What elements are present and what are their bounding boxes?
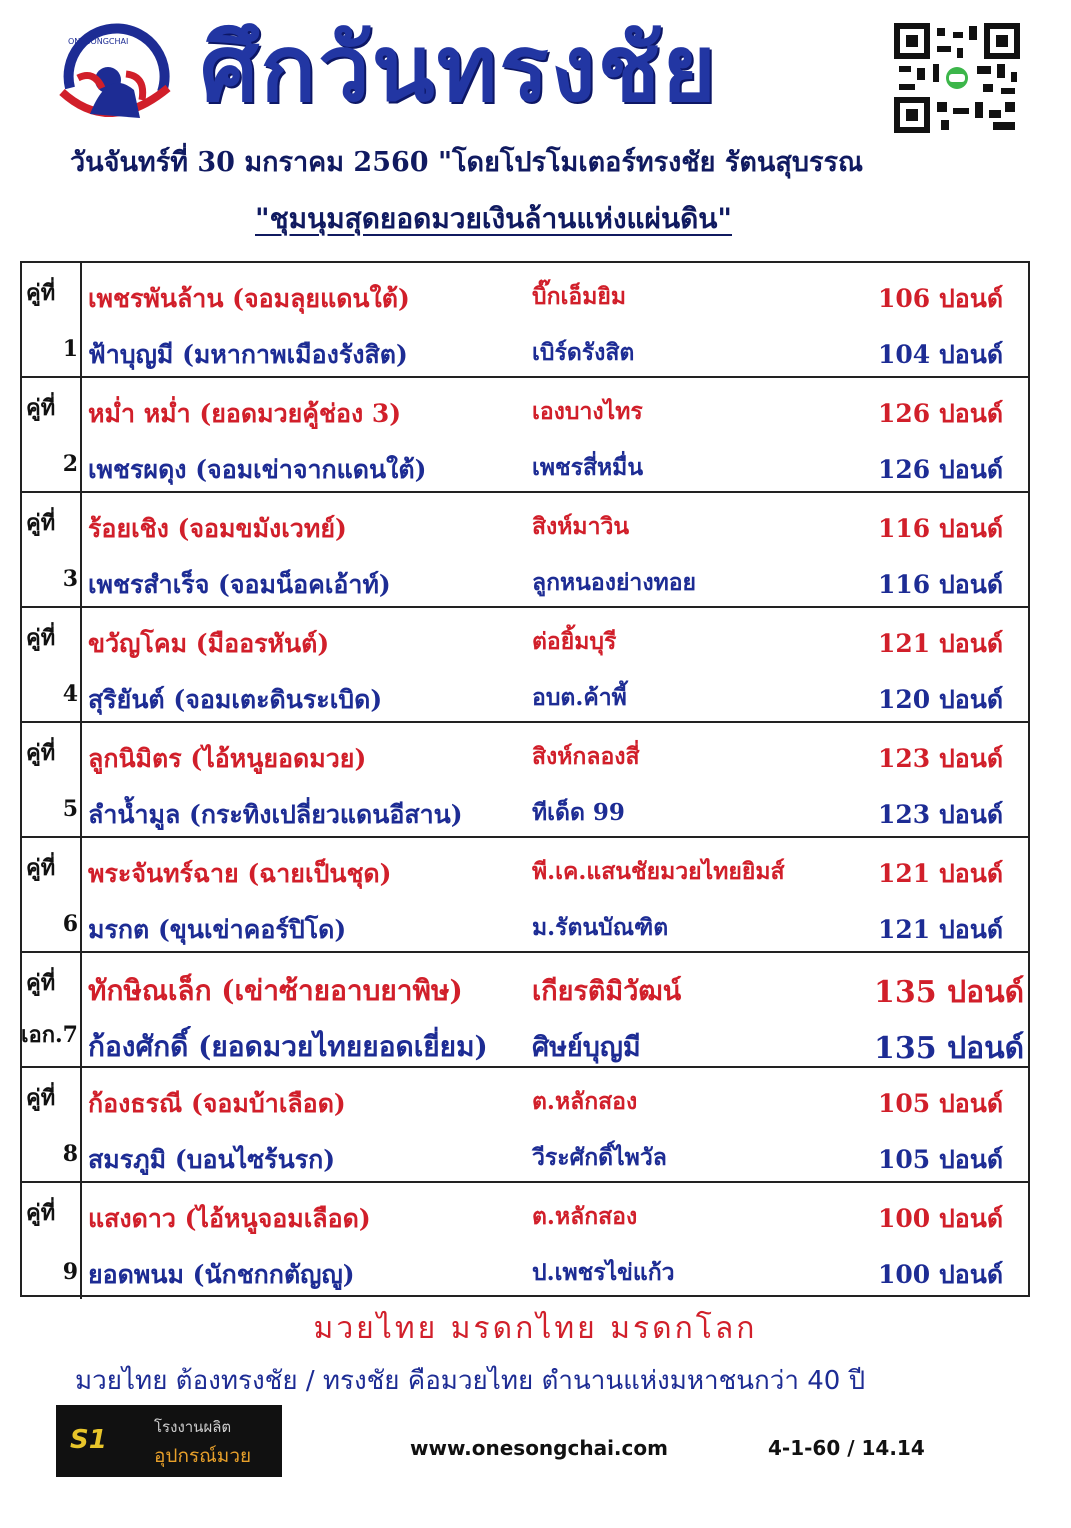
fighter-weight: 116 ปอนด์ — [878, 514, 1004, 543]
fighter-weight: 135 ปอนด์ — [874, 1031, 1025, 1066]
bout-label: คู่ที่ — [26, 280, 56, 306]
bout-number: 5 — [62, 796, 78, 822]
bout-number-cell — [22, 493, 82, 606]
fighter-weight: 126 ปอนด์ — [878, 399, 1004, 428]
bout-row-main-event — [22, 953, 1028, 1068]
fighter-name: ฟ้าบุญมี (มหากาพเมืองรังสิต) — [88, 340, 408, 369]
red-corner-row — [88, 729, 1023, 779]
bout-row — [22, 608, 1028, 723]
fighter-gym: บิ๊กเอ็มยิม — [532, 283, 626, 310]
sponsor-line-2: อุปกรณ์มวย — [154, 1445, 252, 1467]
bout-number-cell — [22, 378, 82, 491]
date-stamp: 4-1-60 / 14.14 — [768, 1436, 925, 1460]
sponsor-brand: S1 — [70, 1425, 107, 1455]
heritage-line: มวยไทย มรดกไทย มรดกโลก — [313, 1311, 758, 1346]
tagline: มวยไทย ต้องทรงชัย / ทรงชัย คือมวยไทย ตำนานแห่งมหาชนกว่า 40 ปี — [75, 1366, 866, 1396]
blue-corner-row — [88, 670, 1023, 720]
fighter-weight: 126 ปอนด์ — [878, 455, 1004, 484]
bout-number: 9 — [62, 1259, 78, 1285]
fighter-name: พระจันทร์ฉาย (ฉายเป็นชุด) — [88, 859, 392, 888]
bout-row — [22, 493, 1028, 608]
red-corner-row — [88, 269, 1023, 319]
bout-row — [22, 1068, 1028, 1183]
event-slogan: "ชุมนุมสุดยอดมวยเงินล้านแห่งแผ่นดิน" — [255, 202, 732, 235]
bout-number-cell — [22, 1068, 82, 1181]
fighter-gym: ต.หลักสอง — [532, 1088, 638, 1115]
fight-card-table — [20, 261, 1030, 1297]
bout-label: คู่ที่ — [26, 970, 56, 996]
fighter-gym: เองบางไทร — [532, 398, 643, 425]
blue-corner-row — [88, 1245, 1023, 1295]
bout-number-cell — [22, 608, 82, 721]
bout-row — [22, 723, 1028, 838]
bout-row — [22, 1183, 1028, 1299]
fighter-gym: เพชรสี่หมื่น — [532, 454, 644, 481]
fighter-gym: ทีเด็ด 99 — [532, 799, 625, 826]
fighter-name: ลำน้ำมูล (กระทิงเปลี่ยวแดนอีสาน) — [88, 800, 463, 829]
bout-number-cell — [22, 723, 82, 836]
bout-number-cell — [22, 953, 82, 1066]
fighter-weight: 123 ปอนด์ — [878, 744, 1004, 773]
fighter-name: เพชรพันล้าน (จอมลุยแดนใต้) — [88, 284, 410, 313]
fighter-gym: ม.รัตนบัณฑิต — [532, 914, 669, 941]
fighter-weight: 100 ปอนด์ — [878, 1204, 1004, 1233]
bout-number-cell — [22, 1183, 82, 1299]
fighter-weight: 104 ปอนด์ — [878, 340, 1004, 369]
bout-number: 8 — [62, 1141, 78, 1167]
sponsor-logo — [56, 1405, 282, 1477]
fighter-name: ขวัญโคม (มืออรหันต์) — [88, 629, 330, 658]
red-corner-row — [88, 959, 1023, 1009]
fighter-weight: 116 ปอนด์ — [878, 570, 1004, 599]
bout-number: 1 — [62, 336, 78, 362]
fighter-gym: วีระศักดิ์ไพวัล — [532, 1144, 667, 1171]
fighter-gym: สิงห์กลองสี่ — [532, 743, 640, 770]
red-corner-row — [88, 844, 1023, 894]
fighter-name: ทักษิณเล็ก (เข่าซ้ายอาบยาพิษ) — [88, 974, 463, 1007]
bout-row — [22, 263, 1028, 378]
bout-row — [22, 838, 1028, 953]
bout-row — [22, 378, 1028, 493]
fighter-gym: ต.หลักสอง — [532, 1203, 638, 1230]
event-title: ศึกวันทรงชัย — [200, 15, 718, 122]
onesongchai-logo-icon — [50, 18, 180, 138]
blue-corner-row — [88, 555, 1023, 605]
fighter-weight: 105 ปอนด์ — [878, 1145, 1004, 1174]
fighter-name: มรกต (ขุนเข่าคอร์ปิโด) — [88, 915, 347, 944]
blue-corner-row — [88, 325, 1023, 375]
red-corner-row — [88, 1189, 1023, 1239]
bout-number: 6 — [62, 911, 78, 937]
fighter-weight: 120 ปอนด์ — [878, 685, 1004, 714]
fighter-gym: พี.เค.แสนชัยมวยไทยยิมส์ — [532, 858, 785, 885]
fighter-weight: 106 ปอนด์ — [878, 284, 1004, 313]
fighter-gym: ลูกหนองย่างทอย — [532, 569, 697, 596]
blue-corner-row — [88, 900, 1023, 950]
fighter-weight: 123 ปอนด์ — [878, 800, 1004, 829]
bout-number: 3 — [62, 566, 78, 592]
blue-corner-row — [88, 785, 1023, 835]
bout-label: คู่ที่ — [26, 740, 56, 766]
bout-label: คู่ที่ — [26, 510, 56, 536]
bout-label: คู่ที่ — [26, 1085, 56, 1111]
fighter-name: ลูกนิมิตร (ไอ้หนูยอดมวย) — [88, 744, 367, 773]
red-corner-row — [88, 384, 1023, 434]
fighter-weight: 121 ปอนด์ — [878, 629, 1004, 658]
blue-corner-row — [88, 1015, 1023, 1065]
fighter-name: ก้องธรณี (จอมบ้าเลือด) — [88, 1089, 346, 1118]
bout-number: เอก.7 — [20, 1022, 78, 1048]
bout-label: คู่ที่ — [26, 855, 56, 881]
bout-label: คู่ที่ — [26, 1200, 56, 1226]
blue-corner-row — [88, 1130, 1023, 1180]
fighter-weight: 121 ปอนด์ — [878, 859, 1004, 888]
red-corner-row — [88, 499, 1023, 549]
fighter-name: แสงดาว (ไอ้หนูจอมเลือด) — [88, 1204, 371, 1233]
fighter-gym: เบิร์ดรังสิต — [532, 339, 635, 366]
logo-text: ONESONGCHAI — [68, 37, 129, 46]
fighter-gym: ป.เพชรไข่แก้ว — [532, 1259, 675, 1286]
qr-code-icon — [893, 22, 1021, 134]
sponsor-line-1: โรงงานผลิต — [154, 1418, 232, 1436]
fighter-name: ก้องศักดิ์ (ยอดมวยไทยยอดเยี่ยม) — [88, 1030, 488, 1063]
header — [0, 0, 1071, 250]
fighter-name: สุริยันต์ (จอมเตะดินระเบิด) — [88, 685, 383, 714]
website-link[interactable]: www.onesongchai.com — [410, 1436, 668, 1460]
bout-label: คู่ที่ — [26, 625, 56, 651]
blue-corner-row — [88, 440, 1023, 490]
fighter-gym: ต่อยิ้มบุรี — [532, 628, 617, 655]
fighter-weight: 100 ปอนด์ — [878, 1260, 1004, 1289]
fighter-name: หม่ำ หม่ำ (ยอดมวยคู้ช่อง 3) — [88, 399, 402, 428]
fighter-name: สมรภูมิ (บอนไซร้นรก) — [88, 1145, 336, 1174]
bout-number: 4 — [62, 681, 78, 707]
bout-number-cell — [22, 838, 82, 951]
fighter-name: เพชรสำเร็จ (จอมน็อคเอ้าท์) — [88, 570, 391, 599]
red-corner-row — [88, 614, 1023, 664]
red-corner-row — [88, 1074, 1023, 1124]
fighter-name: เพชรผดุง (จอมเข่าจากแดนใต้) — [88, 455, 427, 484]
bout-label: คู่ที่ — [26, 395, 56, 421]
event-date-promoter: วันจันทร์ที่ 30 มกราคม 2560 "โดยโปรโมเตอร์ทรงชัย รัตนสุบรรณ — [70, 147, 864, 178]
bout-number: 2 — [62, 451, 78, 477]
fighter-weight: 121 ปอนด์ — [878, 915, 1004, 944]
fighter-gym: ศิษย์บุญมี — [532, 1032, 641, 1063]
bout-number-cell — [22, 263, 82, 376]
fighter-name: ยอดพนม (นักชกกตัญญู) — [88, 1260, 355, 1289]
fighter-weight: 105 ปอนด์ — [878, 1089, 1004, 1118]
fighter-gym: เกียรติมิวัฒน์ — [532, 976, 682, 1007]
fighter-weight: 135 ปอนด์ — [874, 975, 1025, 1010]
fighter-gym: สิงห์มาวิน — [532, 513, 630, 540]
fighter-gym: อบต.ค้าพี้ — [532, 684, 627, 711]
fighter-name: ร้อยเชิง (จอมขมังเวทย์) — [88, 514, 347, 543]
